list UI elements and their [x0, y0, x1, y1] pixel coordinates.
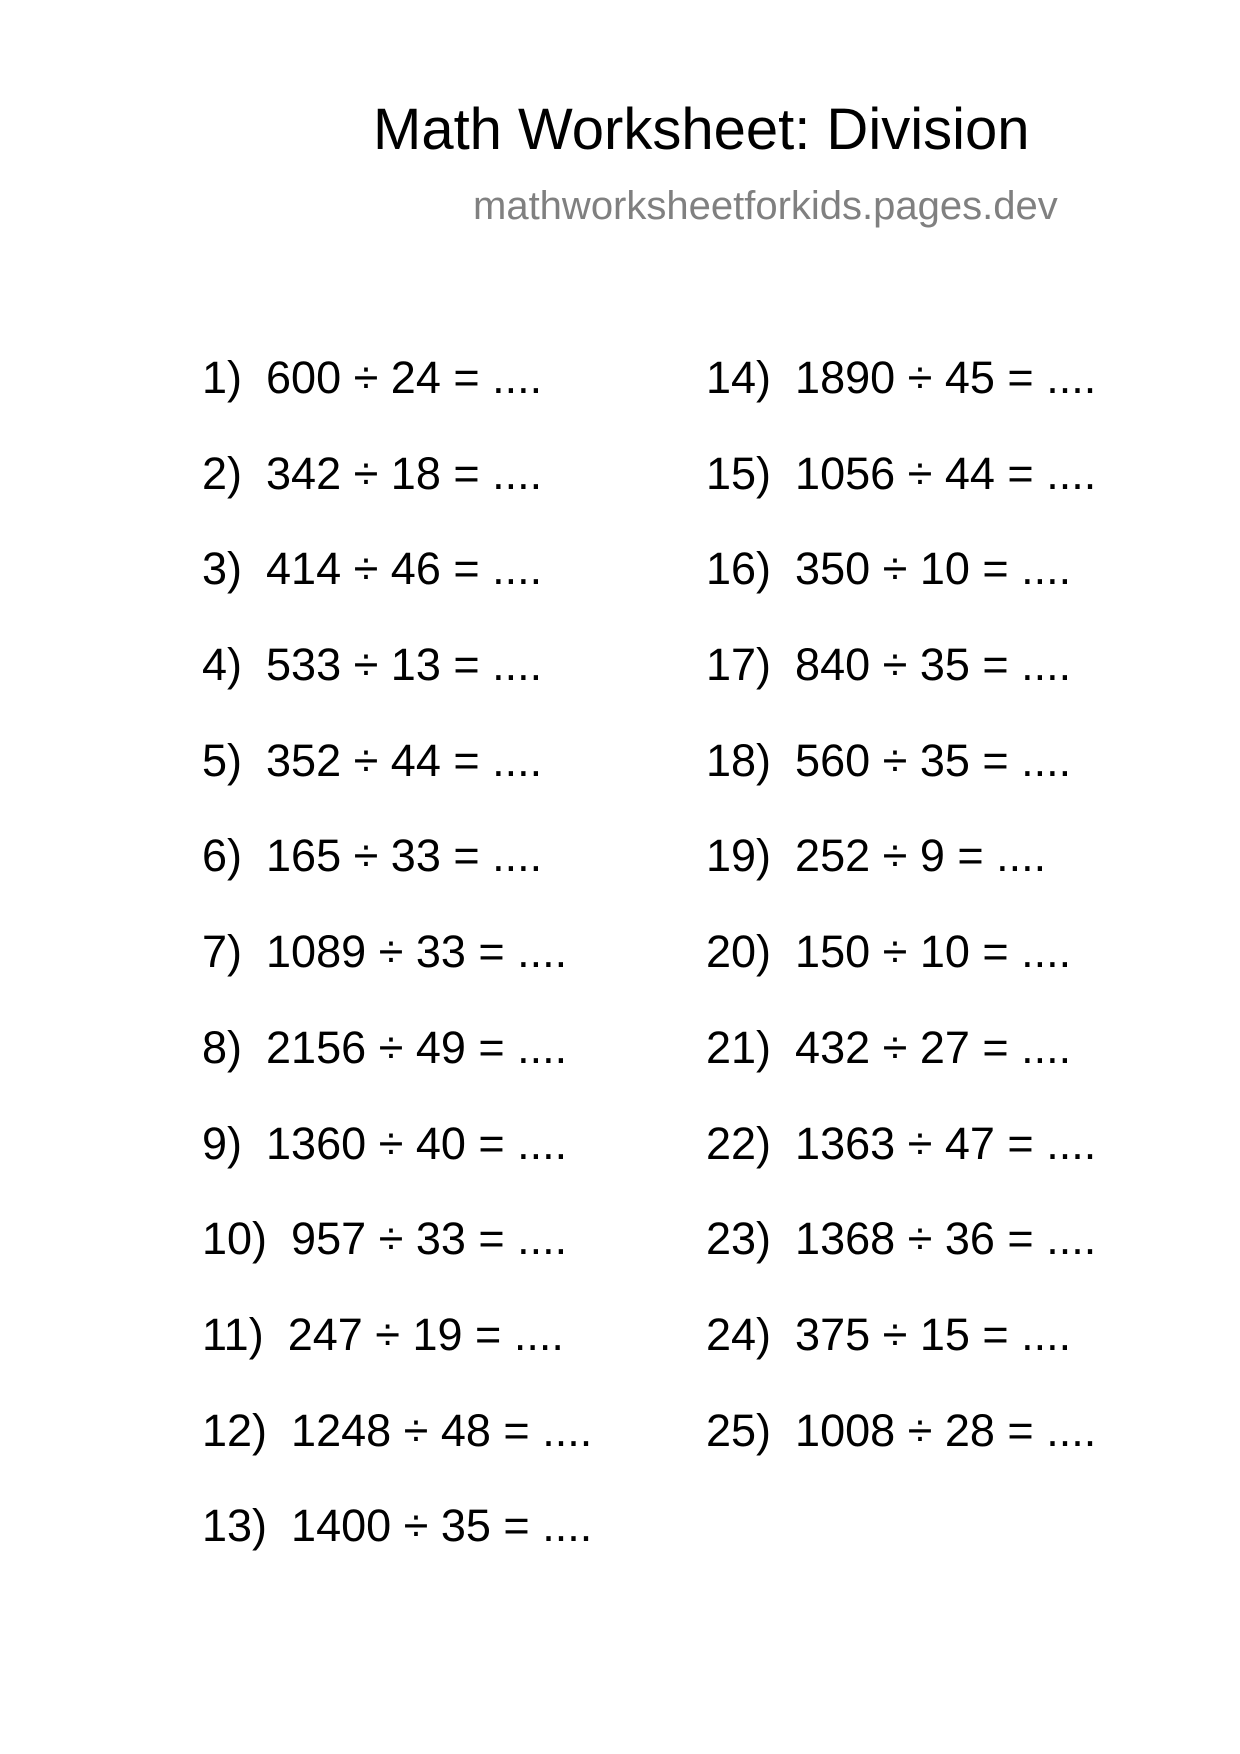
problems-column-left — [202, 348, 592, 1592]
problem-expression: 600 ÷ 24 = .... — [266, 352, 543, 403]
division-problem — [706, 1018, 1096, 1114]
division-problem — [202, 348, 592, 444]
problem-expression: 840 ÷ 35 = .... — [795, 639, 1072, 691]
problem-number: 9) — [202, 1117, 243, 1169]
problem-expression: 252 ÷ 9 = .... — [795, 830, 1047, 882]
problem-number: 11) — [202, 1308, 264, 1360]
problem-number: 17) — [706, 639, 772, 691]
problem-number: 13) — [202, 1500, 268, 1552]
division-problem — [706, 1114, 1096, 1210]
website-subtitle: mathworksheetforkids.pages.dev — [473, 184, 1058, 228]
problem-expression: 1400 ÷ 35 = .... — [291, 1500, 593, 1552]
problem-number: 25) — [706, 1404, 772, 1456]
problem-expression: 247 ÷ 19 = .... — [287, 1308, 564, 1360]
division-problem — [202, 922, 592, 1018]
problem-expression: 165 ÷ 33 = .... — [266, 830, 543, 882]
problem-expression: 150 ÷ 10 = .... — [795, 926, 1072, 978]
division-problem — [202, 444, 592, 540]
problem-expression: 432 ÷ 27 = .... — [795, 1021, 1072, 1073]
problem-number: 24) — [706, 1308, 772, 1360]
division-problem — [706, 1305, 1096, 1401]
problem-number: 14) — [706, 352, 772, 403]
problem-number: 5) — [202, 734, 243, 786]
problem-expression: 2156 ÷ 49 = .... — [266, 1021, 568, 1073]
division-problem — [202, 1209, 592, 1305]
problem-expression: 375 ÷ 15 = .... — [795, 1308, 1072, 1360]
problem-number: 21) — [706, 1021, 772, 1073]
problem-number: 8) — [202, 1021, 243, 1073]
problem-expression: 414 ÷ 46 = .... — [266, 543, 543, 595]
division-problem — [202, 1114, 592, 1210]
problem-expression: 350 ÷ 10 = .... — [795, 543, 1072, 595]
problem-expression: 560 ÷ 35 = .... — [795, 734, 1072, 786]
division-problem — [202, 826, 592, 922]
division-problem — [202, 1496, 592, 1592]
problem-number: 3) — [202, 543, 243, 595]
problem-expression: 957 ÷ 33 = .... — [291, 1213, 568, 1265]
division-problem — [202, 1305, 592, 1401]
problem-number: 15) — [706, 447, 772, 499]
division-problem — [202, 635, 592, 731]
problem-number: 22) — [706, 1117, 772, 1169]
division-problem — [706, 348, 1096, 444]
division-problem — [706, 731, 1096, 827]
division-problem — [202, 731, 592, 827]
problem-expression: 1363 ÷ 47 = .... — [795, 1117, 1097, 1169]
worksheet-title: Math Worksheet: Division — [373, 97, 1030, 162]
problem-number: 1) — [202, 352, 243, 403]
problem-number: 2) — [202, 447, 243, 499]
problem-number: 20) — [706, 926, 772, 978]
problem-expression: 1089 ÷ 33 = .... — [266, 926, 568, 978]
problem-number: 19) — [706, 830, 772, 882]
problem-expression: 1056 ÷ 44 = .... — [795, 447, 1097, 499]
problem-number: 23) — [706, 1213, 772, 1265]
problem-number: 18) — [706, 734, 772, 786]
problem-expression: 342 ÷ 18 = .... — [266, 447, 543, 499]
problem-number: 16) — [706, 543, 772, 595]
division-problem — [706, 539, 1096, 635]
problem-expression: 1890 ÷ 45 = .... — [795, 352, 1097, 403]
problem-expression: 1008 ÷ 28 = .... — [795, 1404, 1097, 1456]
division-problem — [706, 1401, 1096, 1497]
division-problem — [706, 826, 1096, 922]
problem-number: 12) — [202, 1404, 268, 1456]
division-problem — [706, 922, 1096, 1018]
division-problem — [202, 1401, 592, 1497]
problems-column-right — [706, 348, 1096, 1496]
problem-expression: 1368 ÷ 36 = .... — [795, 1213, 1097, 1265]
division-problem — [202, 539, 592, 635]
problem-expression: 1248 ÷ 48 = .... — [291, 1404, 593, 1456]
problem-number: 7) — [202, 926, 243, 978]
problem-number: 4) — [202, 639, 243, 691]
division-problem — [706, 1209, 1096, 1305]
problem-expression: 352 ÷ 44 = .... — [266, 734, 543, 786]
division-problem — [202, 1018, 592, 1114]
division-problem — [706, 635, 1096, 731]
problem-number: 10) — [202, 1213, 268, 1265]
problem-number: 6) — [202, 830, 243, 882]
problem-expression: 1360 ÷ 40 = .... — [266, 1117, 568, 1169]
division-problem — [706, 444, 1096, 540]
problem-expression: 533 ÷ 13 = .... — [266, 639, 543, 691]
